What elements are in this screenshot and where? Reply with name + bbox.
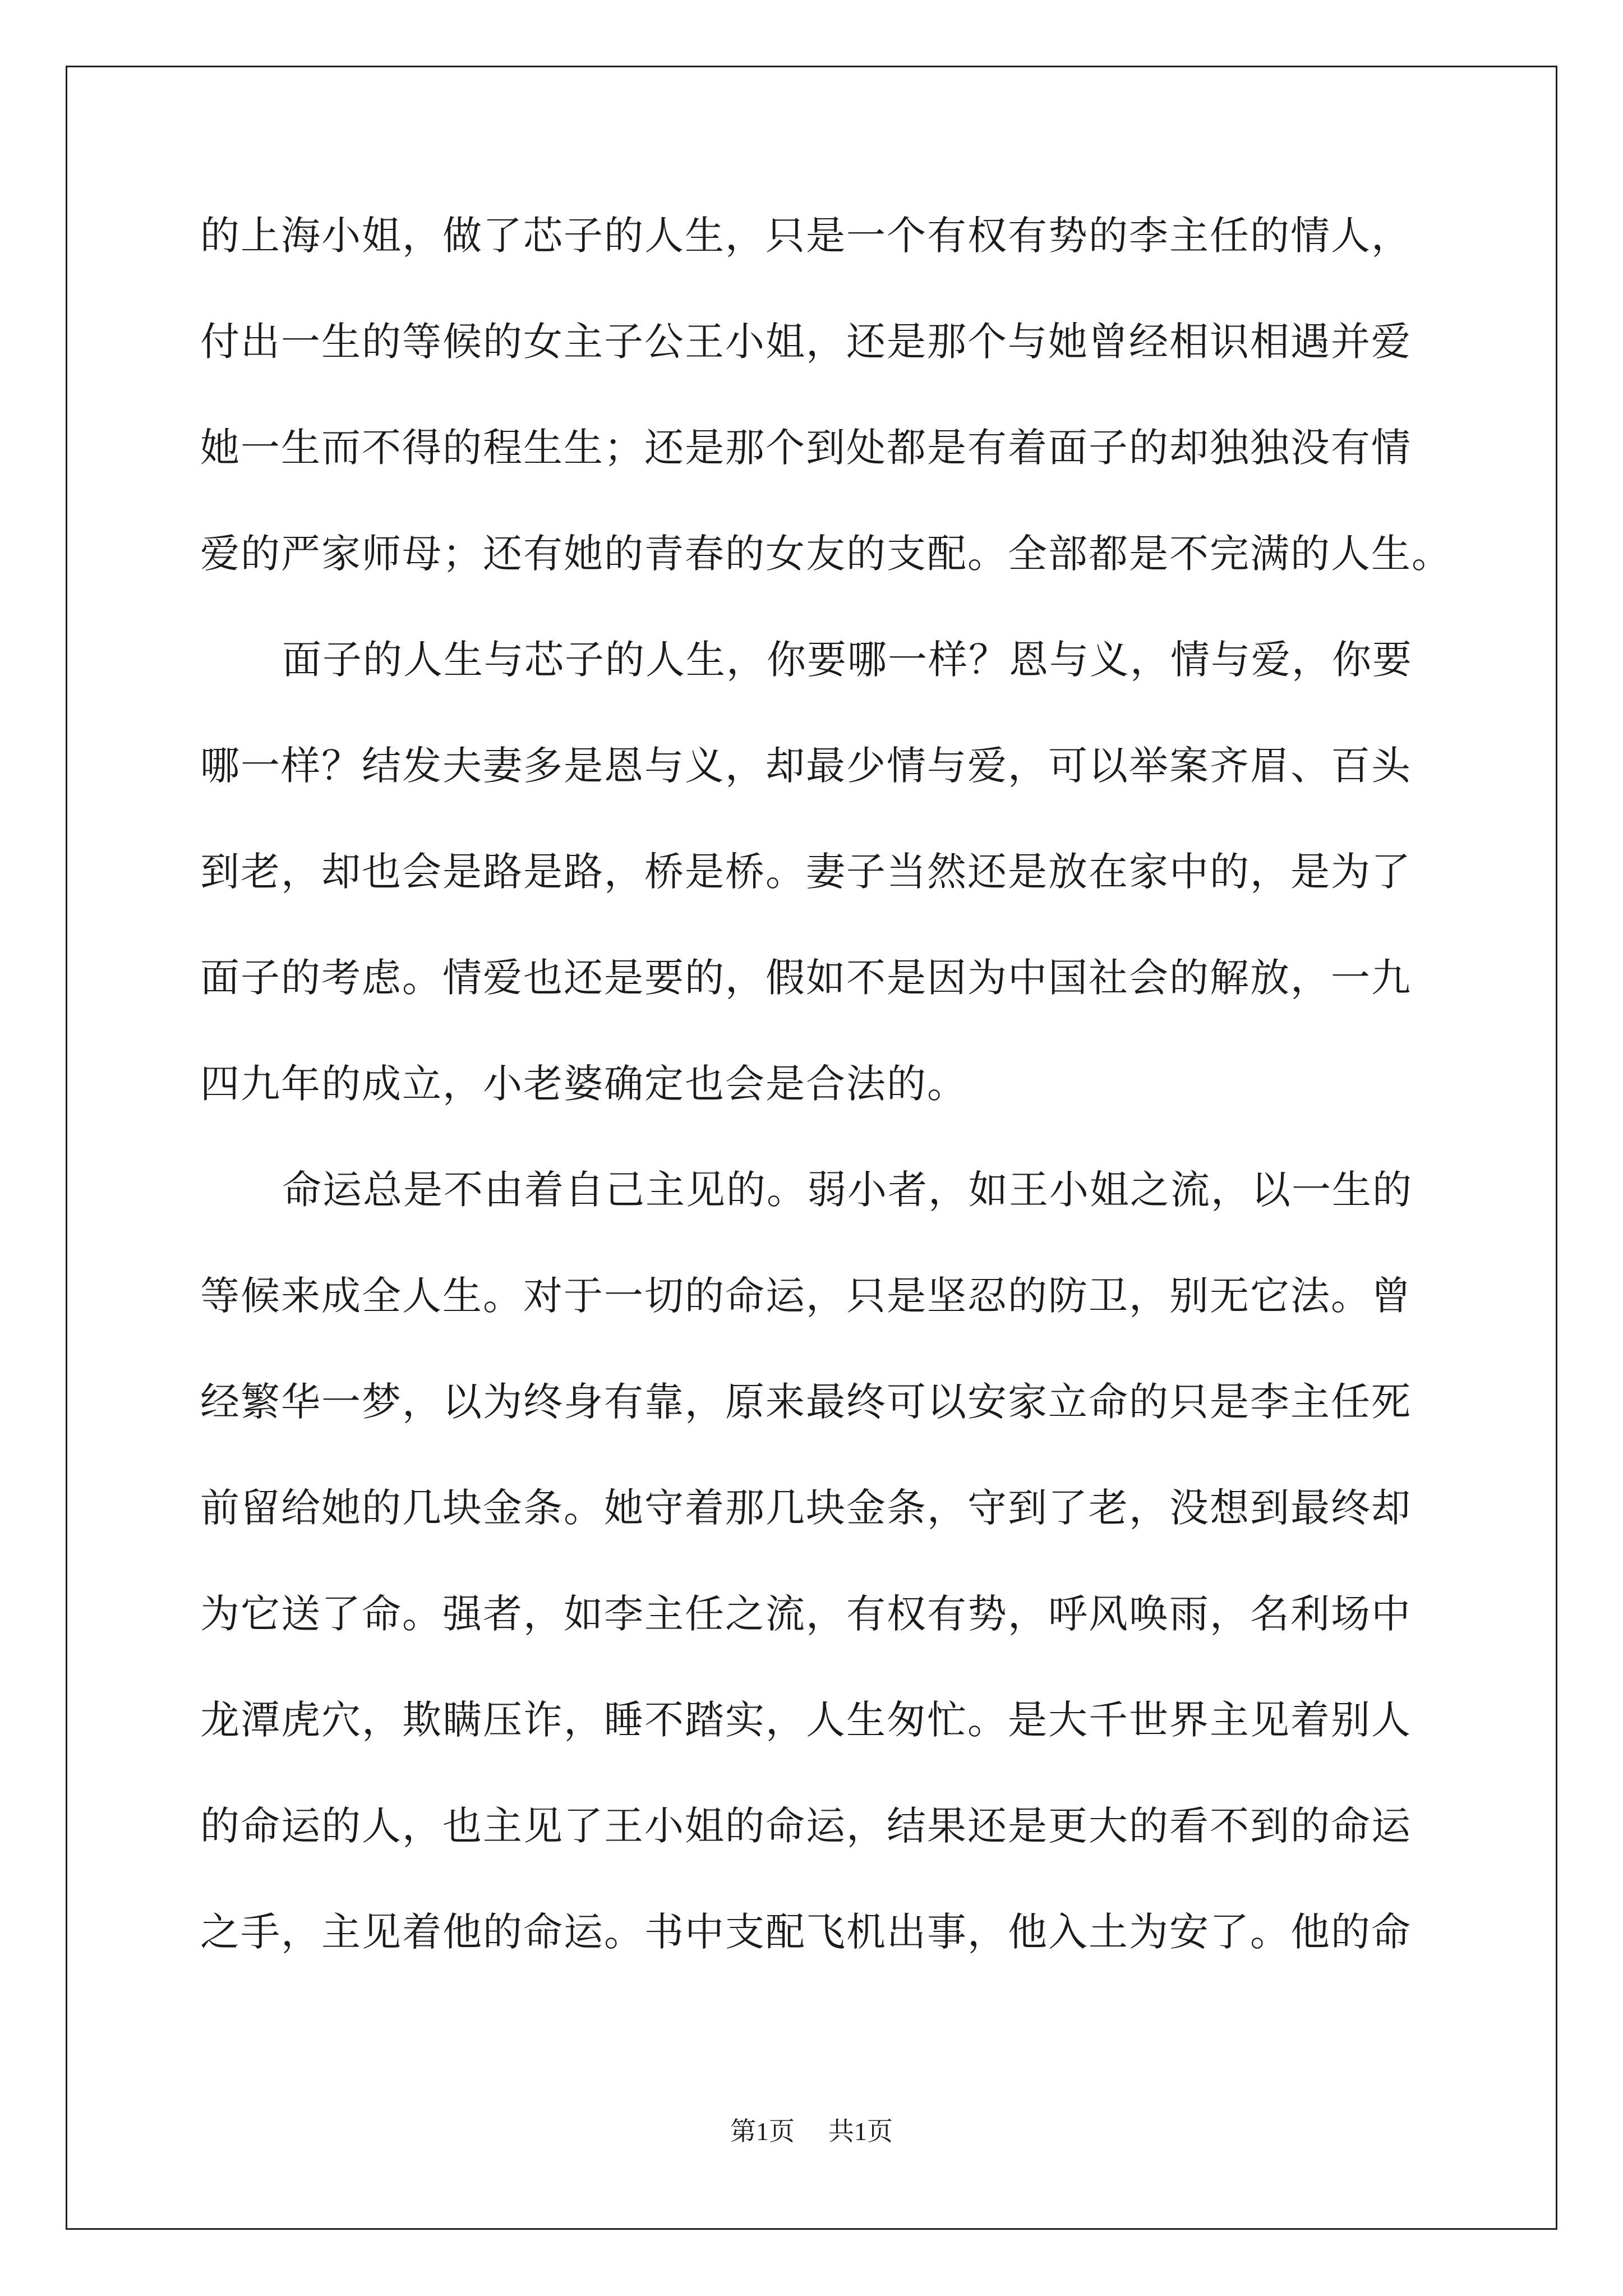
text-line: 爱的严家师母；还有她的青春的女友的支配。全部都是不完满的人生。 xyxy=(200,531,1452,577)
text-line: 为它送了命。强者，如李主任之流，有权有势，呼风唤雨，名利场中 xyxy=(200,1591,1412,1637)
text-line: 四九年的成立，小老婆确定也会是合法的。 xyxy=(200,1061,967,1107)
text-line: 等候来成全人生。对于一切的命运，只是坚忍的防卫，别无它法。曾 xyxy=(200,1273,1412,1319)
text-line: 付出一生的等候的女主子公王小姐，还是那个与她曾经相识相遇并爱 xyxy=(200,319,1412,365)
text-line: 前留给她的几块金条。她守着那几块金条，守到了老，没想到最终却 xyxy=(200,1485,1412,1531)
text-line: 面子的考虑。情爱也还是要的，假如不是因为中国社会的解放，一九 xyxy=(200,955,1412,1001)
document-body xyxy=(200,208,1452,2010)
text-line: 到老，却也会是路是路，桥是桥。妻子当然还是放在家中的，是为了 xyxy=(200,849,1412,895)
paragraph-start-line: 面子的人生与芯子的人生，你要哪一样？恩与义，情与爱，你要 xyxy=(282,637,1413,683)
text-line: 哪一样？结发夫妻多是恩与义，却最少情与爱，可以举案齐眉、百头 xyxy=(200,743,1412,789)
page-number: 第1页 xyxy=(730,2117,795,2146)
text-line: 龙潭虎穴，欺瞒压诈，睡不踏实，人生匆忙。是大千世界主见着别人 xyxy=(200,1697,1412,1743)
page-footer xyxy=(0,2115,1623,2148)
total-pages: 共1页 xyxy=(828,2117,893,2146)
text-line: 之手，主见着他的命运。书中支配飞机出事，他入土为安了。他的命 xyxy=(200,1909,1412,1955)
text-line: 经繁华一梦，以为终身有靠，原来最终可以安家立命的只是李主任死 xyxy=(200,1379,1412,1425)
text-line: 的上海小姐，做了芯子的人生，只是一个有权有势的李主任的情人， xyxy=(200,213,1412,259)
paragraph-start-line: 命运总是不由着自己主见的。弱小者，如王小姐之流，以一生的 xyxy=(282,1167,1413,1213)
text-line: 她一生而不得的程生生；还是那个到处都是有着面子的却独独没有情 xyxy=(200,425,1412,471)
text-line: 的命运的人，也主见了王小姐的命运，结果还是更大的看不到的命运 xyxy=(200,1803,1412,1849)
